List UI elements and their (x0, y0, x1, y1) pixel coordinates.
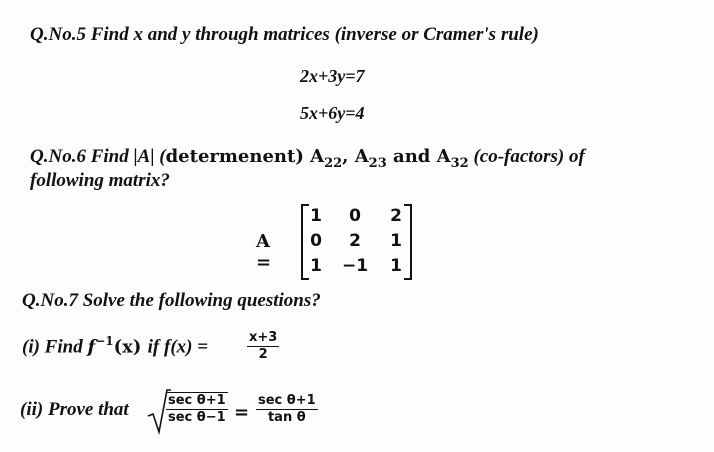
matrix-cell: 0 (310, 231, 322, 251)
matrix-cell: 1 (390, 256, 402, 276)
fraction-numerator: x+3 (249, 330, 278, 345)
q7-part1-inv: −1 (95, 334, 114, 348)
q7-part2-lhs (166, 392, 228, 426)
q6-title-line1 (30, 146, 585, 171)
matrix-cell: 2 (349, 231, 361, 251)
q7-part1-f: f (87, 336, 96, 358)
matrix-cell: 0 (349, 206, 361, 226)
q7-part1-x: (x) (113, 336, 148, 358)
q6-title-line2: following matrix? (30, 170, 170, 191)
matrix-cell: 2 (390, 206, 402, 226)
q7-part1 (22, 334, 208, 358)
q6-sub22: 22 (324, 155, 343, 171)
matrix-cell: −1 (341, 256, 369, 276)
fraction-denominator: 2 (258, 347, 268, 362)
q7-part1-prefix: (i) Find (22, 336, 88, 358)
q6-mid: determenent) A (165, 146, 325, 167)
q7-part1-if: if f(x) = (147, 336, 209, 358)
matrix-cell: 1 (390, 231, 402, 251)
q5-title: Q.No.5 Find x and y through matrices (inverse or Cramer's rule) (30, 24, 539, 45)
lhs-numerator: sec θ+1 (168, 393, 226, 408)
q6-suffix: (co-factors) of (468, 146, 585, 167)
q7-part2-rhs (256, 393, 318, 426)
q6-prefix: Q.No.6 Find |A| ( (30, 146, 166, 167)
q7-part1-fraction (247, 330, 279, 363)
q6-and: and A (386, 146, 451, 167)
q6-sub32: 32 (450, 155, 469, 171)
rhs-numerator: sec θ+1 (258, 393, 316, 408)
q5-equation-1: 2x+3y=7 (300, 66, 365, 86)
matrix-cell: 1 (310, 256, 322, 276)
q5-equation-2: 5x+6y=4 (300, 103, 365, 123)
matrix-label: A = (256, 231, 272, 273)
equals-sign: = (234, 402, 250, 423)
q6-sub23: 23 (368, 155, 387, 171)
q7-part2-prefix: (ii) Prove that (20, 399, 129, 420)
rhs-denominator: tan θ (267, 410, 306, 425)
q7-title: Q.No.7 Solve the following questions? (22, 290, 321, 311)
matrix-cell: 1 (310, 206, 322, 226)
lhs-denominator: sec θ−1 (168, 410, 226, 425)
q6-comma: , A (342, 146, 369, 167)
